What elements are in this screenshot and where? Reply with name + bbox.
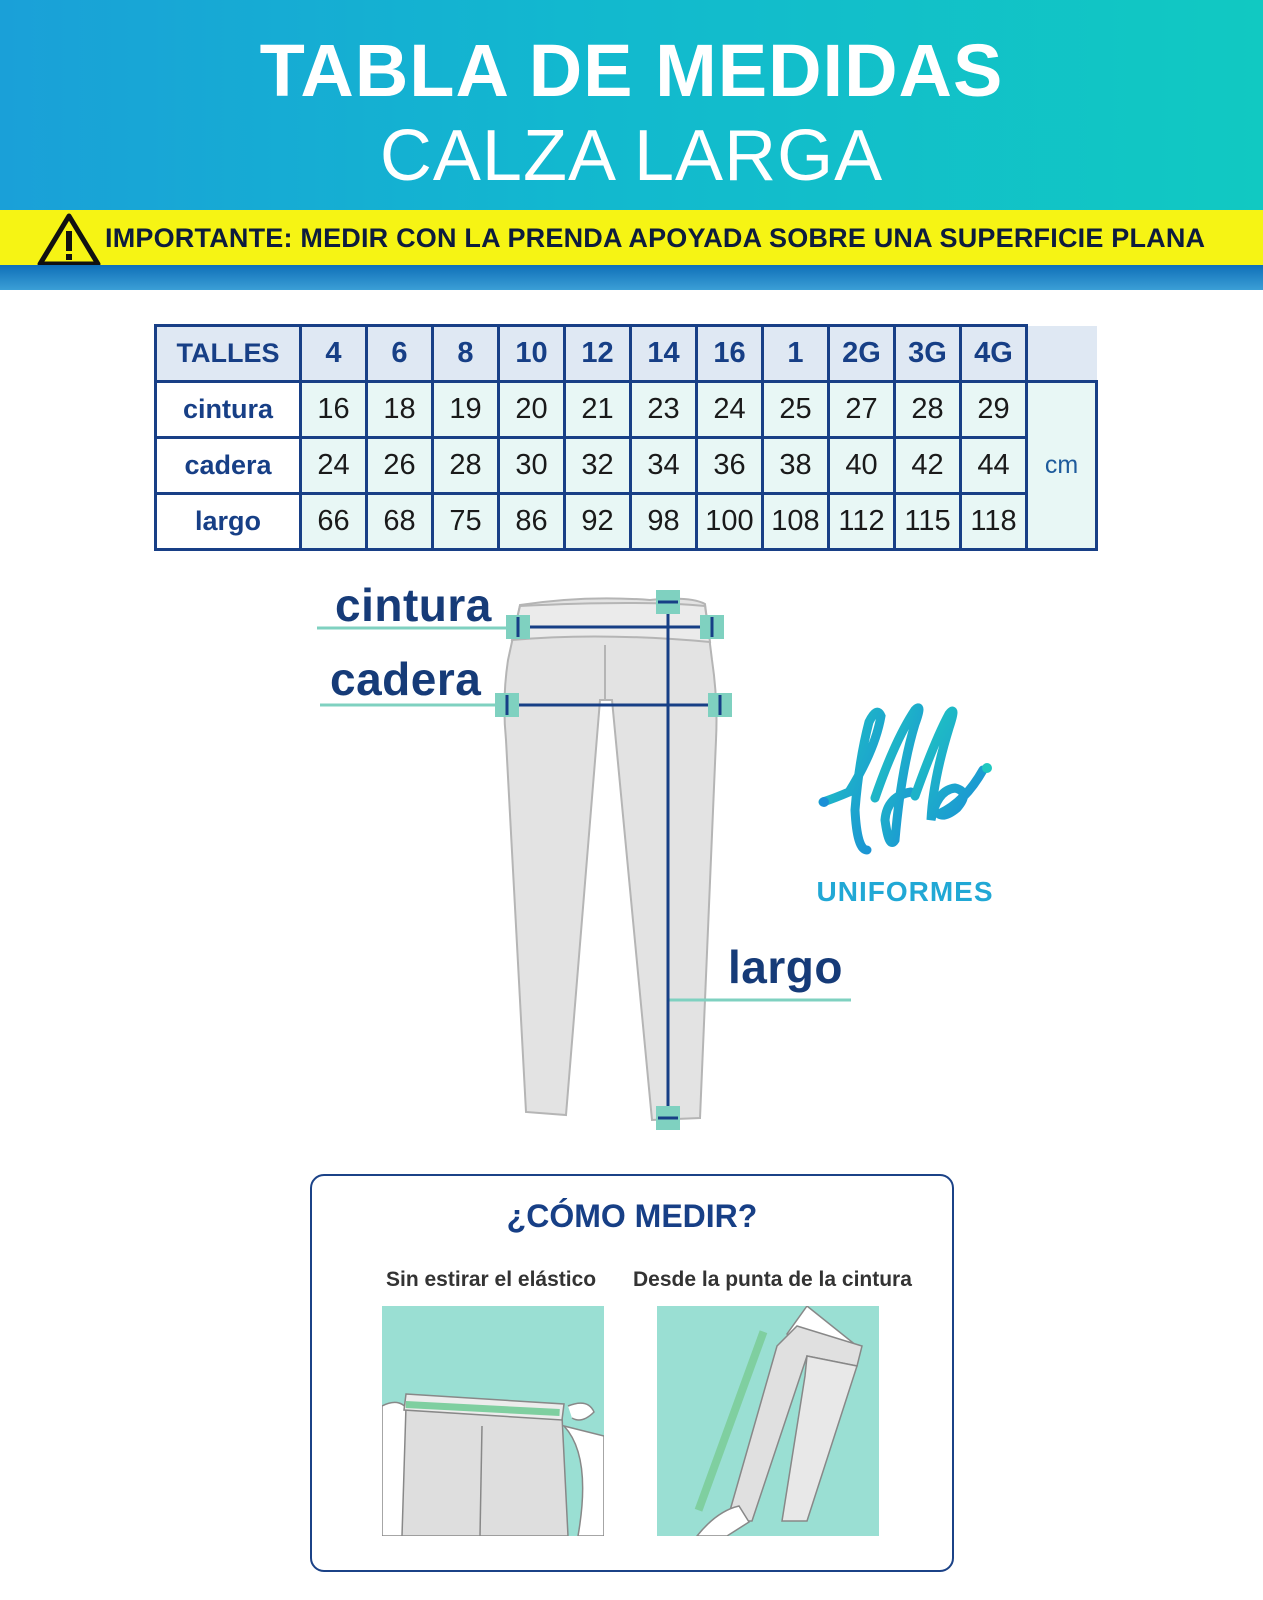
table-header-row [156,326,1097,382]
table-cell: 19 [433,382,499,438]
table-cell: 34 [631,438,697,494]
table-cell: 30 [499,438,565,494]
size-header-cell: 4G [961,326,1027,382]
brand-logo-text: UNIFORMES [816,876,994,907]
table-cell: 108 [763,494,829,550]
label-cadera: cadera [330,653,482,705]
blank-corner [1027,326,1097,382]
row-label-cadera: cadera [156,438,301,494]
table-row-cadera [156,438,1097,494]
table-cell: 38 [763,438,829,494]
table-cell: 26 [367,438,433,494]
how-to-title: ¿CÓMO MEDIR? [506,1198,758,1234]
table-cell: 44 [961,438,1027,494]
table-cell: 112 [829,494,895,550]
warning-icon [36,212,102,268]
how-to-measure-box [310,1174,954,1572]
table-cell: 32 [565,438,631,494]
size-header-cell: 4 [301,326,367,382]
row-label-largo: largo [156,494,301,550]
page-subtitle: CALZA LARGA [379,116,884,196]
table-cell: 86 [499,494,565,550]
length-measure-photo [657,1306,879,1536]
table-cell: 16 [301,382,367,438]
table-cell: 20 [499,382,565,438]
header-banner [0,0,1263,290]
table-cell: 21 [565,382,631,438]
table-cell: 66 [301,494,367,550]
table-cell: 28 [433,438,499,494]
table-cell: 98 [631,494,697,550]
table-cell: 27 [829,382,895,438]
size-header-cell: 1 [763,326,829,382]
size-header-cell: 16 [697,326,763,382]
table-cell: 28 [895,382,961,438]
table-cell: 25 [763,382,829,438]
table-cell: 68 [367,494,433,550]
caption-left: Sin estirar el elástico [386,1268,597,1291]
table-cell: 92 [565,494,631,550]
leggings-illustration [504,598,716,1120]
table-cell: 115 [895,494,961,550]
caption-right: Desde la punta de la cintura [633,1268,912,1291]
table-row-cintura [156,382,1097,438]
label-largo: largo [728,941,843,993]
table-cell: 75 [433,494,499,550]
page-title: TABLA DE MEDIDAS [259,29,1004,112]
table-cell: 42 [895,438,961,494]
label-cintura: cintura [335,579,492,631]
table-cell: 24 [697,382,763,438]
warning-text: IMPORTANTE: MEDIR CON LA PRENDA APOYADA SOBRE UNA SUPERFICIE PLANA [105,223,1206,253]
size-table [154,324,1098,551]
unit-cell: cm [1027,382,1097,550]
table-cell: 118 [961,494,1027,550]
header-bottom-stripe [0,265,1263,290]
waist-measure-photo [382,1306,604,1536]
table-row-largo [156,494,1097,550]
table-cell: 36 [697,438,763,494]
size-header-cell: 2G [829,326,895,382]
size-header-cell: 14 [631,326,697,382]
row-label-cintura: cintura [156,382,301,438]
table-cell: 40 [829,438,895,494]
size-header-cell: 6 [367,326,433,382]
size-header-cell: 3G [895,326,961,382]
header-cell-talles: TALLES [156,326,301,382]
size-header-cell: 12 [565,326,631,382]
table-cell: 18 [367,382,433,438]
size-header-cell: 10 [499,326,565,382]
table-cell: 24 [301,438,367,494]
size-header-cell: 8 [433,326,499,382]
table-cell: 29 [961,382,1027,438]
table-cell: 100 [697,494,763,550]
warning-banner [0,210,1263,266]
table-cell: 23 [631,382,697,438]
